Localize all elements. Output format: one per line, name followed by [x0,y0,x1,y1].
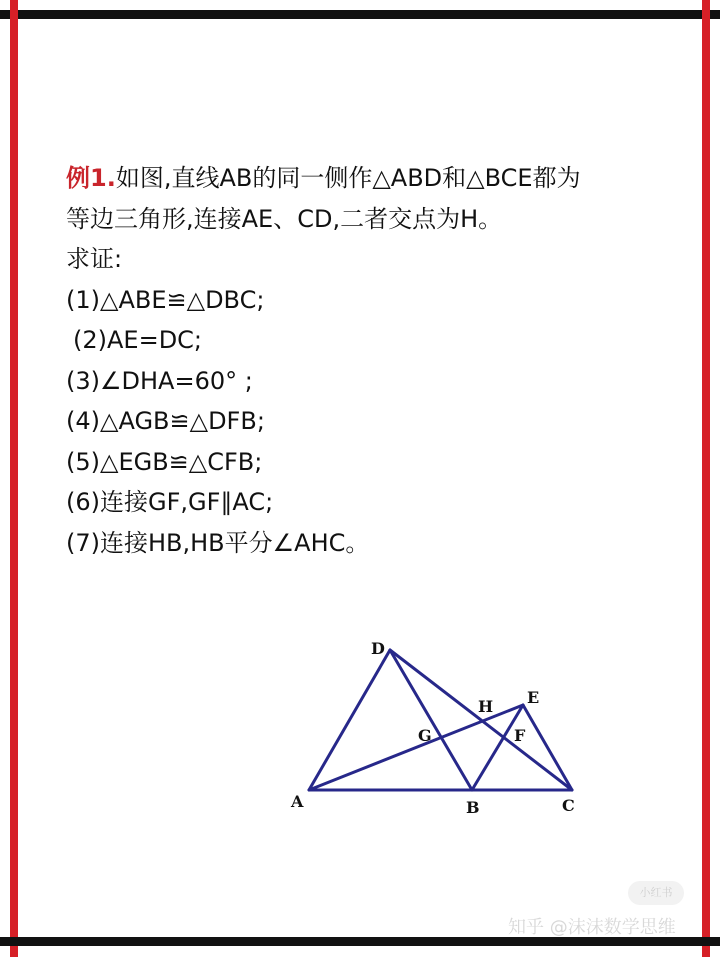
point-label-B: B [466,798,480,817]
author-watermark: 知乎 @沫沫数学思维 [508,917,676,938]
figure-lines [309,650,572,790]
problem-intro-line-2: 等边三角形,连接AE、CD,二者交点为H。 [66,204,503,233]
claim-item-6: (6)连接GF,GF∥AC; [66,488,274,516]
segment-DB [390,650,472,790]
point-label-G: G [418,726,432,745]
problem-text [66,158,666,563]
point-label-A: A [291,792,304,811]
problem-intro-line-1 [66,158,666,199]
claim-item-1: (1)△ABE≌△DBC; [66,285,265,314]
claim-item-4: (4)△AGB≌△DFB; [66,407,265,435]
point-label-C: C [562,796,575,815]
segment-EC [523,705,572,790]
right-red-border [702,0,710,957]
point-label-F: F [514,726,526,745]
segment-AD [309,650,390,790]
point-label-H: H [478,697,494,716]
point-label-D: D [371,639,385,658]
claim-item-3: (3)∠DHA=60° ; [66,366,253,395]
app-watermark-badge: 小红书 [628,881,684,905]
claim-item-2: (2)AE=DC; [73,326,203,354]
claim-item-5: (5)△EGB≌△CFB; [66,447,263,476]
point-label-E: E [527,688,540,707]
prove-label: 求证: [66,245,123,273]
top-black-bar [0,10,720,19]
example-label: 例1. [66,164,116,192]
geometry-figure [285,630,595,825]
intro-text-1: 如图,直线AB的同一侧作△ABD和△BCE都为 [115,164,581,192]
claim-item-7: (7)连接HB,HB平分∠AHC。 [66,528,370,557]
left-red-border [10,0,18,957]
segment-AE [309,705,523,790]
segment-DC [390,650,572,790]
